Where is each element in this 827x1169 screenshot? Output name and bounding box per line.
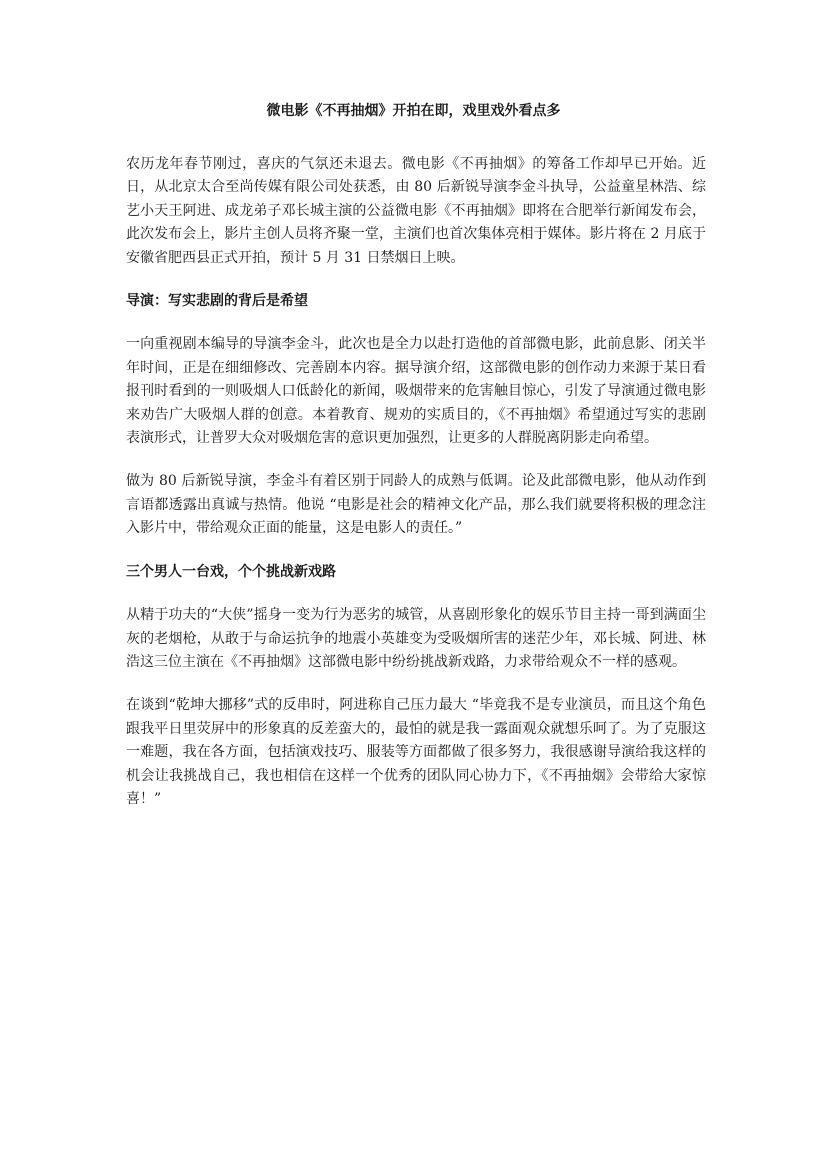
director-paragraph-2: 做为 80 后新锐导演，李金斗有着区别于同龄人的成熟与低调。论及此部微电影，他从动作到言语都透露出真诚与热情。他说 “电影是社会的精神文化产品，那么我们就要将积极的理念注入影片中，带给观众正面的能量，这是电影人的责任。” [126,473,706,537]
actors-paragraph-1: 从精于功夫的“大侠”摇身一变为行为恶劣的城管，从喜剧形象化的娱乐节目主持一哥到满面尘灰的老烟枪，从敢于与命运抗争的地震小英雄变为受吸烟所害的迷茫少年，邓长城、阿进、林浩这三位主演在《不再抽烟》这部微电影中纷纷挑战新戏路，力求带给观众不一样的感观。 [126,607,706,670]
intro-paragraph: 农历龙年春节刚过，喜庆的气氛还未退去。微电影《不再抽烟》的筹备工作却早已开始。近日，从北京太合至尚传媒有限公司处获悉，由 80 后新锐导演李金斗执导，公益童星林浩、综艺小天王阿进、成龙弟子邓长城主演的公益微电影《不再抽烟》即将在合肥举行新闻发布会，此次发布会上，影片主创人员将齐聚一堂，主演们也首次集体亮相于媒体。影片将在 2 月底于安徽省肥西县正式开拍，预计 5 月 31 日禁烟日上映。 [126,156,706,266]
document-body [126,153,706,831]
section-heading-actors: 三个男人一台戏，个个挑战新戏路 [126,563,336,580]
actors-paragraph-2: 在谈到“乾坤大挪移”式的反串时，阿进称自己压力最大 “毕竟我不是专业演员，而且这个角色跟我平日里荧屏中的形象真的反差蛮大的，最怕的就是我一露面观众就想乐呵了。为了克服这一难题，我在各方面，包括演戏技巧、服装等方面都做了很多努力，我很感谢导演给我这样的机会让我挑战自己，我也相信在这样一个优秀的团队同心协力下，《不再抽烟》会带给大家惊喜！” [126,697,706,807]
section-heading-director: 导演：写实悲剧的背后是希望 [126,293,308,310]
director-paragraph-1: 一向重视剧本编导的导演李金斗，此次也是全力以赴打造他的首部微电影，此前息影、闭关半年时间，正是在细细修改、完善剧本内容。据导演介绍，这部微电影的创作动力来源于某日看报刊时看到的一则吸烟人口低龄化的新闻，吸烟带来的危害触目惊心，引发了导演通过微电影来劝告广大吸烟人群的创意。本着教育、规劝的实质目的，《不再抽烟》希望通过写实的悲剧表演形式，让普罗大众对吸烟危害的意识更加强烈，让更多的人群脱离阴影走向希望。 [126,336,706,447]
document-title: 微电影《不再抽烟》开拍在即，戏里戏外看点多 [266,103,561,119]
